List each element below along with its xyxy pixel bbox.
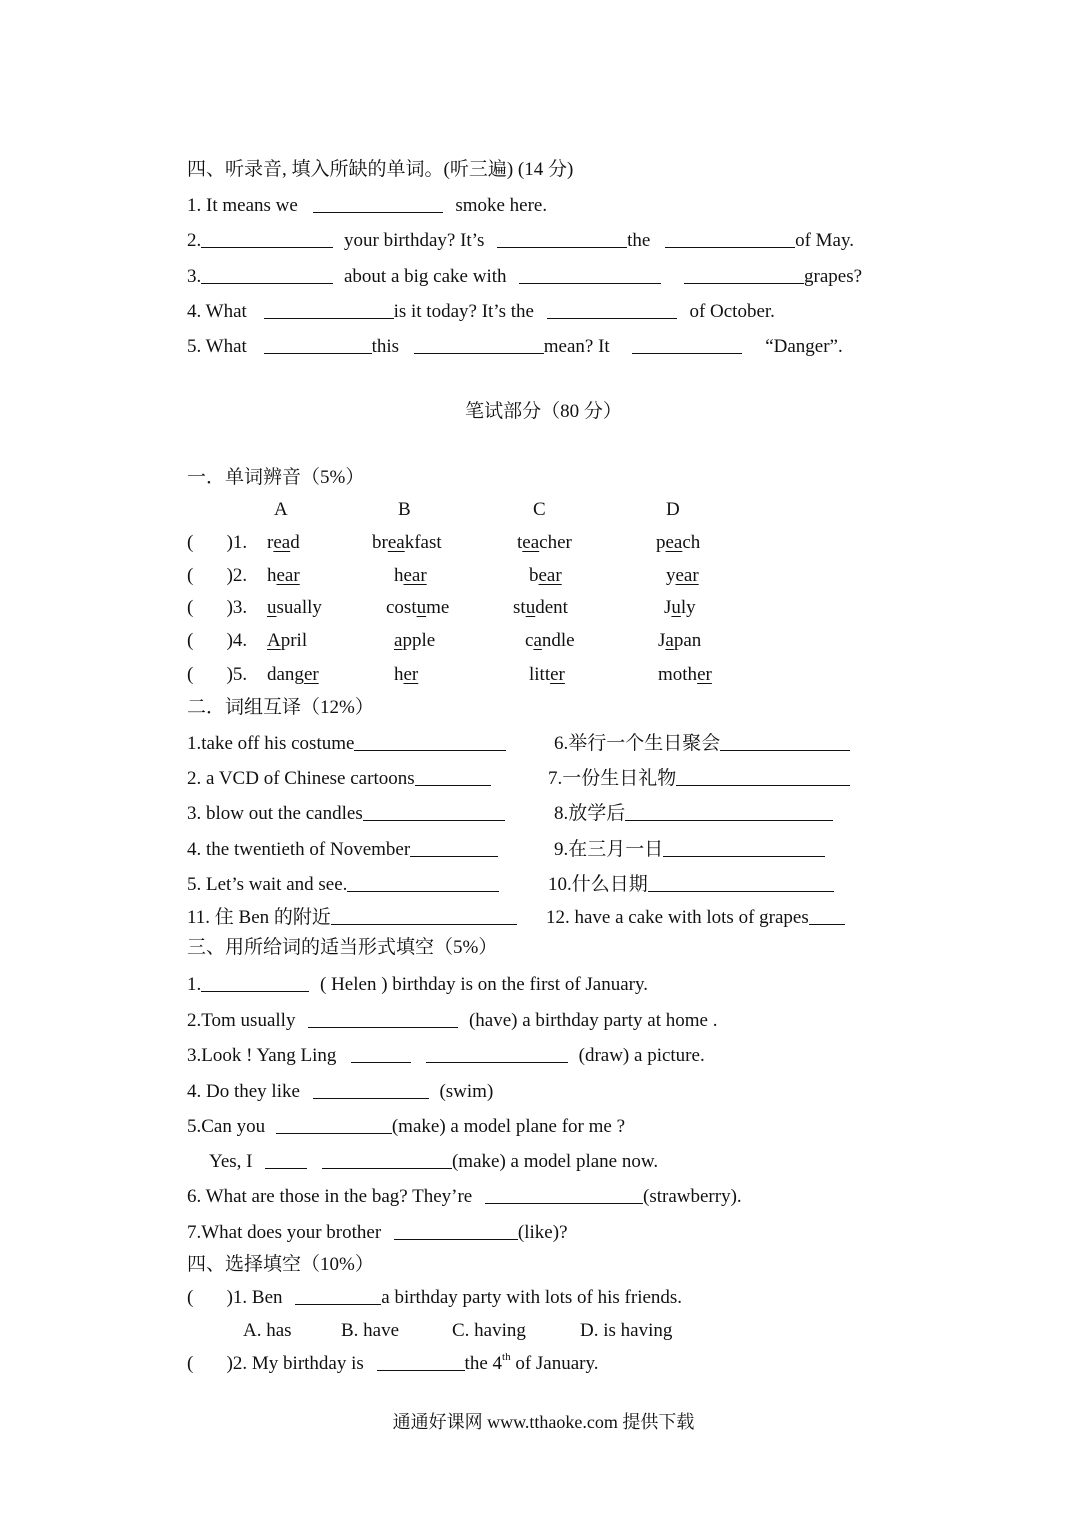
listening-q4: 4. What is it today? It’s the of October. bbox=[187, 301, 775, 322]
choice-q1-option-a[interactable]: A. has bbox=[243, 1320, 292, 1341]
translate-item: 8.放学后 bbox=[554, 802, 833, 826]
blank[interactable] bbox=[648, 873, 834, 892]
phonics-word: costume bbox=[386, 597, 450, 618]
underlined-letters: u bbox=[267, 597, 277, 618]
blank[interactable] bbox=[264, 300, 394, 319]
underlined-letters: ea bbox=[387, 532, 405, 553]
blank[interactable] bbox=[410, 838, 498, 857]
choice-q2: ( )2. My birthday is the 4th of January. bbox=[187, 1351, 599, 1374]
blank[interactable] bbox=[426, 1044, 568, 1063]
phonics-row-number: ( )1. bbox=[187, 532, 248, 553]
blank[interactable] bbox=[415, 767, 491, 786]
translate-item: 10.什么日期 bbox=[548, 873, 834, 897]
phonics-word: Japan bbox=[658, 630, 702, 651]
blank[interactable] bbox=[265, 1150, 307, 1169]
blank[interactable] bbox=[322, 1150, 452, 1169]
underlined-letters: er bbox=[550, 664, 565, 685]
underlined-letters: ea bbox=[665, 532, 683, 553]
blank[interactable] bbox=[720, 732, 850, 751]
blank[interactable] bbox=[497, 229, 627, 248]
blank[interactable] bbox=[351, 1044, 411, 1063]
phonics-word: peach bbox=[656, 532, 701, 553]
blank[interactable] bbox=[313, 1080, 429, 1099]
phonics-word: danger bbox=[267, 664, 319, 685]
phonics-word: hear bbox=[267, 565, 300, 586]
blank[interactable] bbox=[201, 973, 309, 992]
column-header-c: C bbox=[533, 499, 546, 520]
blank[interactable] bbox=[625, 802, 833, 821]
phonics-word: July bbox=[664, 597, 696, 618]
section-heading-choice: 四、选择填空（10%） bbox=[187, 1254, 374, 1275]
blank[interactable] bbox=[684, 265, 804, 284]
underlined-letters: ear bbox=[276, 565, 300, 586]
phonics-word: apple bbox=[394, 630, 436, 651]
blank[interactable] bbox=[264, 335, 372, 354]
blank[interactable] bbox=[363, 802, 505, 821]
translate-item: 2. a VCD of Chinese cartoons bbox=[187, 767, 491, 791]
blank[interactable] bbox=[354, 732, 506, 751]
blank[interactable] bbox=[676, 767, 850, 786]
phonics-word: usually bbox=[267, 597, 322, 618]
underlined-letters: ear bbox=[538, 565, 562, 586]
blank[interactable] bbox=[331, 906, 517, 925]
phonics-word: student bbox=[513, 597, 568, 618]
blank[interactable] bbox=[632, 335, 742, 354]
phonics-word: teacher bbox=[517, 532, 572, 553]
underlined-letters: ear bbox=[675, 565, 699, 586]
forms-q5: 5.Can you (make) a model plane for me ? bbox=[187, 1116, 626, 1137]
translate-item: 12. have a cake with lots of grapes bbox=[546, 906, 845, 930]
section-heading-phonics: 一．单词辨音（5%） bbox=[187, 467, 365, 488]
section-heading-translate: 二．词组互译（12%） bbox=[187, 697, 374, 718]
underlined-letters: er bbox=[403, 664, 419, 685]
blank[interactable] bbox=[377, 1352, 465, 1371]
underlined-letters: a bbox=[533, 630, 542, 651]
blank[interactable] bbox=[394, 1221, 518, 1240]
underlined-letters: u bbox=[671, 597, 681, 618]
blank[interactable] bbox=[663, 838, 825, 857]
listening-q5: 5. What this mean? It “Danger”. bbox=[187, 336, 843, 357]
phonics-word: April bbox=[267, 630, 308, 651]
translate-item: 9.在三月一日 bbox=[554, 838, 825, 862]
phonics-word: mother bbox=[658, 664, 712, 685]
forms-q6: 6. What are those in the bag? They’re (strawberry). bbox=[187, 1186, 742, 1207]
translate-item: 4. the twentieth of November bbox=[187, 838, 498, 862]
blank[interactable] bbox=[295, 1286, 381, 1305]
underlined-letters: a bbox=[665, 630, 674, 651]
translate-item: 6.举行一个生日聚会 bbox=[554, 732, 850, 756]
blank[interactable] bbox=[809, 906, 845, 925]
forms-q3: 3.Look ! Yang Ling (draw) a picture. bbox=[187, 1045, 705, 1066]
listening-q2: 2. your birthday? It’s the of May. bbox=[187, 230, 854, 251]
ordinal-suffix: th bbox=[502, 1351, 511, 1363]
underlined-letters: ea bbox=[522, 532, 540, 553]
underlined-letters: a bbox=[394, 630, 403, 651]
forms-q4: 4. Do they like (swim) bbox=[187, 1081, 494, 1102]
forms-q1: 1. ( Helen ) birthday is on the first of January. bbox=[187, 974, 649, 995]
blank[interactable] bbox=[201, 265, 333, 284]
blank[interactable] bbox=[347, 873, 499, 892]
blank[interactable] bbox=[665, 229, 795, 248]
phonics-row-number: ( )5. bbox=[187, 664, 248, 685]
column-header-a: A bbox=[274, 499, 288, 520]
listening-q3: 3. about a big cake with grapes? bbox=[187, 266, 863, 287]
section-heading-listening: 四、听录音, 填入所缺的单词。(听三遍) (14 分) bbox=[187, 159, 574, 180]
phonics-word: read bbox=[267, 532, 300, 553]
choice-q1: ( )1. Ben a birthday party with lots of his friends. bbox=[187, 1287, 683, 1308]
phonics-word: hear bbox=[394, 565, 427, 586]
column-header-b: B bbox=[398, 499, 411, 520]
translate-item: 3. blow out the candles bbox=[187, 802, 505, 826]
underlined-letters: ea bbox=[273, 532, 291, 553]
phonics-word: breakfast bbox=[372, 532, 442, 553]
underlined-letters: u bbox=[525, 597, 536, 618]
blank[interactable] bbox=[313, 194, 443, 213]
phonics-word: litter bbox=[529, 664, 565, 685]
translate-item: 11. 住 Ben 的附近 bbox=[187, 906, 517, 930]
translate-item: 7.一份生日礼物 bbox=[548, 767, 850, 791]
blank[interactable] bbox=[276, 1115, 392, 1134]
translate-item: 5. Let’s wait and see. bbox=[187, 873, 499, 897]
blank[interactable] bbox=[414, 335, 544, 354]
choice-q1-option-c[interactable]: C. having bbox=[452, 1320, 526, 1341]
choice-q1-option-d[interactable]: D. is having bbox=[580, 1320, 673, 1341]
underlined-letters: A bbox=[267, 630, 281, 651]
forms-q2: 2.Tom usually (have) a birthday party at home . bbox=[187, 1010, 718, 1031]
column-header-d: D bbox=[666, 499, 680, 520]
phonics-row-number: ( )4. bbox=[187, 630, 248, 651]
forms-q7: 7.What does your brother (like)? bbox=[187, 1222, 568, 1243]
forms-q5-answer: Yes, I (make) a model plane now. bbox=[209, 1151, 659, 1172]
phonics-word: year bbox=[666, 565, 699, 586]
blank[interactable] bbox=[201, 229, 333, 248]
blank[interactable] bbox=[547, 300, 677, 319]
written-part-title: 笔试部分（80 分） bbox=[465, 401, 622, 422]
choice-q1-option-b[interactable]: B. have bbox=[341, 1320, 400, 1341]
phonics-word: candle bbox=[525, 630, 575, 651]
phonics-row-number: ( )3. bbox=[187, 597, 248, 618]
listening-q1: 1. It means we smoke here. bbox=[187, 195, 548, 216]
underlined-letters: u bbox=[416, 597, 427, 618]
underlined-letters: ear bbox=[403, 565, 427, 586]
phonics-row-number: ( )2. bbox=[187, 565, 248, 586]
blank[interactable] bbox=[308, 1009, 458, 1028]
translate-item: 1.take off his costume bbox=[187, 732, 506, 756]
underlined-letters: er bbox=[697, 664, 712, 685]
blank[interactable] bbox=[519, 265, 661, 284]
section-heading-forms: 三、用所给词的适当形式填空（5%） bbox=[187, 937, 498, 958]
phonics-word: bear bbox=[529, 565, 562, 586]
footer: 通通好课网 www.tthaoke.com 提供下载 bbox=[392, 1412, 695, 1432]
underlined-letters: er bbox=[303, 664, 319, 685]
blank[interactable] bbox=[485, 1185, 643, 1204]
phonics-word: her bbox=[394, 664, 419, 685]
